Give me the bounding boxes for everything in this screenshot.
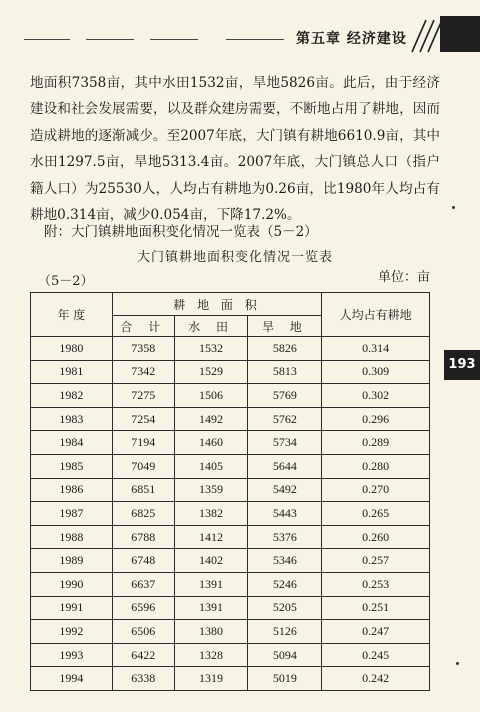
cell-dry: 5644: [248, 454, 322, 478]
cell-per-capita: 0.289: [322, 431, 430, 455]
cell-total: 6637: [112, 572, 174, 596]
cell-year: 1982: [31, 384, 113, 408]
cell-year: 1987: [31, 502, 113, 526]
cell-per-capita: 0.242: [322, 667, 430, 691]
cell-paddy: 1391: [174, 572, 248, 596]
cell-per-capita: 0.296: [322, 407, 430, 431]
print-speck: [452, 206, 455, 209]
cell-paddy: 1412: [174, 525, 248, 549]
cell-dry: 5492: [248, 478, 322, 502]
table-row: [31, 431, 430, 455]
cell-total: 7194: [112, 431, 174, 455]
table-row: [31, 478, 430, 502]
cell-total: 7342: [112, 360, 174, 384]
header-rule: [150, 39, 198, 40]
header-paddy: 水 田: [174, 316, 248, 337]
header-corner-block: [440, 16, 480, 52]
cell-paddy: 1380: [174, 620, 248, 644]
cell-dry: 5019: [248, 667, 322, 691]
cell-year: 1980: [31, 337, 113, 361]
cell-paddy: 1460: [174, 431, 248, 455]
cell-year: 1981: [31, 360, 113, 384]
header-year: 年 度: [31, 293, 113, 337]
cell-total: 6422: [112, 643, 174, 667]
table-row: [31, 572, 430, 596]
cell-total: 6506: [112, 620, 174, 644]
cell-dry: 5246: [248, 572, 322, 596]
table-title: 大门镇耕地面积变化情况一览表: [136, 250, 333, 265]
cell-per-capita: 0.270: [322, 478, 430, 502]
table-row: [31, 337, 430, 361]
table-row: [31, 360, 430, 384]
page-number-tab: 193: [444, 350, 480, 380]
cell-dry: 5762: [248, 407, 322, 431]
cell-paddy: 1532: [174, 337, 248, 361]
cell-per-capita: 0.302: [322, 384, 430, 408]
table-row: [31, 407, 430, 431]
running-header: [0, 0, 480, 58]
header-dry: 旱 地: [248, 316, 322, 337]
cell-dry: 5376: [248, 525, 322, 549]
cell-paddy: 1328: [174, 643, 248, 667]
cell-total: 7275: [112, 384, 174, 408]
cell-total: 7049: [112, 454, 174, 478]
table-row: [31, 596, 430, 620]
attachment-line: 附：大门镇耕地面积变化情况一览表（5－2）: [44, 224, 318, 240]
cell-total: 6825: [112, 502, 174, 526]
cell-total: 7254: [112, 407, 174, 431]
cell-paddy: 1319: [174, 667, 248, 691]
cell-per-capita: 0.253: [322, 572, 430, 596]
cell-paddy: 1506: [174, 384, 248, 408]
cell-dry: 5826: [248, 337, 322, 361]
cell-total: 6596: [112, 596, 174, 620]
cell-dry: 5205: [248, 596, 322, 620]
cell-total: 6788: [112, 525, 174, 549]
table-row: [31, 549, 430, 573]
cell-paddy: 1359: [174, 478, 248, 502]
cell-paddy: 1405: [174, 454, 248, 478]
cell-paddy: 1492: [174, 407, 248, 431]
cell-total: 7358: [112, 337, 174, 361]
header-area-group: 耕 地 面 积: [112, 293, 321, 316]
cell-per-capita: 0.280: [322, 454, 430, 478]
header-rule: [226, 39, 284, 40]
cell-year: 1991: [31, 596, 113, 620]
cell-per-capita: 0.309: [322, 360, 430, 384]
table-code: （5－2）: [38, 274, 94, 289]
cell-year: 1984: [31, 431, 113, 455]
cell-dry: 5346: [248, 549, 322, 573]
header-rule: [24, 39, 70, 40]
cell-per-capita: 0.314: [322, 337, 430, 361]
cell-total: 6748: [112, 549, 174, 573]
cell-per-capita: 0.245: [322, 643, 430, 667]
cell-year: 1990: [31, 572, 113, 596]
cell-total: 6851: [112, 478, 174, 502]
table-row: [31, 525, 430, 549]
cell-per-capita: 0.251: [322, 596, 430, 620]
cell-year: 1986: [31, 478, 113, 502]
table-row: [31, 454, 430, 478]
header-per-capita: 人均占有耕地: [322, 293, 430, 337]
cell-year: 1992: [31, 620, 113, 644]
header-total: 合 计: [112, 316, 174, 337]
print-speck: [456, 662, 459, 665]
cell-year: 1988: [31, 525, 113, 549]
cell-year: 1985: [31, 454, 113, 478]
cell-dry: 5094: [248, 643, 322, 667]
cell-dry: 5734: [248, 431, 322, 455]
cell-paddy: 1402: [174, 549, 248, 573]
cell-dry: 5813: [248, 360, 322, 384]
cell-year: 1993: [31, 643, 113, 667]
farmland-table: [30, 292, 430, 691]
chapter-title: 第五章 经济建设: [296, 31, 407, 47]
table-unit: 单位：亩: [378, 270, 431, 285]
cell-total: 6338: [112, 667, 174, 691]
header-rule: [86, 39, 134, 40]
table-row: [31, 643, 430, 667]
cell-year: 1994: [31, 667, 113, 691]
cell-per-capita: 0.260: [322, 525, 430, 549]
cell-year: 1989: [31, 549, 113, 573]
cell-per-capita: 0.265: [322, 502, 430, 526]
cell-dry: 5126: [248, 620, 322, 644]
cell-per-capita: 0.257: [322, 549, 430, 573]
body-paragraph: 地面积7358亩，其中水田1532亩，旱地5826亩。此后，由于经济建设和社会发展需要，以及群众建房需要，不断地占用了耕地，因而造成耕地的逐渐减少。至2007年底，大门镇有耕地6610.9亩，其中水田1297.5亩，旱地5313.4亩。2007年底，大门镇总人口（指户籍人口）为25530人，人均占有耕地为0.26亩，比1980年人均占有耕地0.314亩，减少0.054亩，下降17.2%。: [30, 75, 440, 224]
cell-per-capita: 0.247: [322, 620, 430, 644]
cell-paddy: 1391: [174, 596, 248, 620]
cell-dry: 5443: [248, 502, 322, 526]
table-row: [31, 620, 430, 644]
table-row: [31, 502, 430, 526]
cell-paddy: 1382: [174, 502, 248, 526]
table-row: [31, 667, 430, 691]
cell-dry: 5769: [248, 384, 322, 408]
table-row: [31, 384, 430, 408]
cell-paddy: 1529: [174, 360, 248, 384]
cell-year: 1983: [31, 407, 113, 431]
